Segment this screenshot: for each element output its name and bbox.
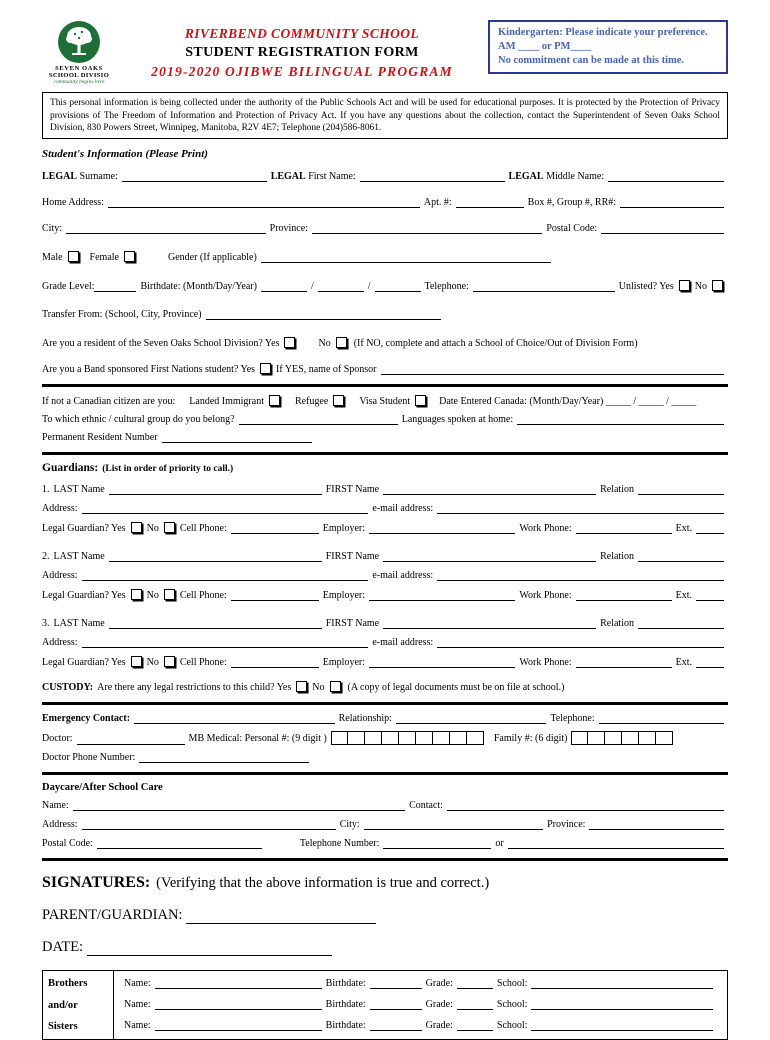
- guardian3-number: 3.: [42, 618, 50, 630]
- custody-question: Are there any legal restrictions to this child? Yes: [97, 682, 292, 694]
- sibling1-school-field[interactable]: [531, 986, 713, 989]
- work-phone-label: Work Phone:: [519, 657, 572, 669]
- address-label: Address:: [42, 570, 78, 582]
- digit-box[interactable]: [467, 731, 484, 745]
- work-phone-label: Work Phone:: [519, 523, 572, 535]
- birth-day-field[interactable]: [318, 289, 364, 292]
- checkbox-male[interactable]: [68, 251, 79, 262]
- female-label: Female: [89, 252, 119, 264]
- guardian1-cell-phone-field[interactable]: [231, 531, 319, 534]
- row-date-signature: [42, 939, 728, 956]
- or-label: or: [495, 838, 504, 850]
- sibling2-school-field[interactable]: [531, 1007, 713, 1010]
- daycare-section-title: Daycare/After School Care: [42, 782, 163, 794]
- guardian2-last-name-field[interactable]: [109, 559, 322, 562]
- sibling-name-label: Name:: [124, 1020, 151, 1032]
- sibling-birthdate-label: Birthdate:: [325, 978, 366, 990]
- guardian2-first-name-field[interactable]: [383, 559, 596, 562]
- row-grade-birthdate: [42, 280, 728, 292]
- digit-box[interactable]: [365, 731, 382, 745]
- refugee-label: Refugee: [294, 396, 329, 408]
- last-name-label: LAST Name: [53, 484, 105, 496]
- row-city: [42, 223, 728, 234]
- digit-box[interactable]: [331, 731, 348, 745]
- birth-year-field[interactable]: [375, 289, 421, 292]
- relationship-label: Relationship:: [338, 713, 392, 725]
- languages-label: Languages spoken at home:: [401, 414, 514, 426]
- sibling-name-label: Name:: [124, 978, 151, 990]
- legal-label: LEGAL: [42, 171, 78, 183]
- row-home-address: [42, 197, 728, 208]
- daycare-name-field[interactable]: [73, 808, 405, 811]
- box-group-rr-field[interactable]: [620, 205, 724, 208]
- city-field[interactable]: [66, 231, 266, 234]
- checkbox-custody-no[interactable]: [330, 681, 341, 692]
- row-emergency-contact: [42, 713, 728, 724]
- sibling-row-3: [124, 1020, 717, 1031]
- guardian1-checkbox-legal-yes[interactable]: [131, 522, 142, 533]
- emergency-telephone-field[interactable]: [599, 721, 724, 724]
- signatures-subtitle: (Verifying that the above information is true and correct.): [156, 875, 490, 892]
- guardian3-relation-field[interactable]: [638, 626, 724, 629]
- daycare-province-field[interactable]: [589, 827, 724, 830]
- guardian2-ext-field[interactable]: [696, 598, 724, 601]
- row-doctor-phone: [42, 752, 728, 763]
- address-label: Address:: [42, 637, 78, 649]
- grade-level-label: Grade Level:: [42, 281, 95, 293]
- guardian3-address-field[interactable]: [82, 645, 369, 648]
- guardian3-first-name-field[interactable]: [383, 626, 596, 629]
- sibling-birthdate-label: Birthdate:: [325, 999, 366, 1011]
- guardian2-row-names: [42, 551, 728, 562]
- legal-label: LEGAL: [270, 171, 306, 183]
- guardian1-row-phones: [42, 522, 728, 534]
- family-number-label: Family #: (6 digit): [493, 732, 568, 744]
- signatures-title: SIGNATURES:: [42, 874, 151, 892]
- form-titles: [116, 20, 488, 80]
- guardian1-first-name-field[interactable]: [383, 492, 596, 495]
- row-resident-question: [42, 337, 728, 349]
- daycare-city-field[interactable]: [364, 827, 543, 830]
- guardian2-address-field[interactable]: [82, 578, 369, 581]
- student-section-title: Student's Information (Please Print): [42, 148, 208, 161]
- home-address-label: Home Address:: [42, 197, 104, 209]
- row-ethnic-languages: [42, 414, 728, 425]
- guardian1-checkbox-legal-no[interactable]: [164, 522, 175, 533]
- legal-label: LEGAL: [508, 171, 544, 183]
- sibling-birthdate-label: Birthdate:: [325, 1020, 366, 1032]
- siblings-label-line3: Sisters: [48, 1021, 78, 1033]
- sibling-school-label: School:: [496, 1020, 528, 1032]
- guardian2-checkbox-legal-yes[interactable]: [131, 589, 142, 600]
- first-name-label: FIRST Name: [325, 484, 380, 496]
- checkbox-refugee[interactable]: [333, 395, 344, 406]
- employer-label: Employer:: [322, 590, 365, 602]
- citizenship-intro-label: If not a Canadian citizen are you:: [42, 396, 176, 408]
- guardian1-work-phone-field[interactable]: [576, 531, 672, 534]
- guardian1-address-field[interactable]: [82, 511, 369, 514]
- logo-org-name-line1: SEVEN OAKS: [55, 65, 103, 72]
- form-name-title: STUDENT REGISTRATION FORM: [185, 45, 419, 60]
- mb-medical-label: MB Medical: Personal #: (9 digit ): [188, 732, 327, 744]
- legal-guardian-label: Legal Guardian? Yes: [42, 657, 126, 669]
- checkbox-band-yes[interactable]: [260, 363, 271, 374]
- daycare-address-field[interactable]: [82, 827, 336, 830]
- digit-box[interactable]: [656, 731, 673, 745]
- first-name-field[interactable]: [360, 179, 505, 182]
- band-sponsor-field[interactable]: [381, 372, 725, 375]
- guardian2-row-address: [42, 570, 728, 581]
- guardian1-ext-field[interactable]: [696, 531, 724, 534]
- digit-box[interactable]: [605, 731, 622, 745]
- daycare-telephone-field[interactable]: [383, 846, 491, 849]
- guardian2-checkbox-legal-no[interactable]: [164, 589, 175, 600]
- pr-number-label: Permanent Resident Number: [42, 432, 158, 444]
- digit-box[interactable]: [588, 731, 605, 745]
- languages-field[interactable]: [517, 422, 724, 425]
- section-divider: [42, 702, 728, 705]
- cell-phone-label: Cell Phone:: [179, 590, 227, 602]
- male-label: Male: [42, 252, 63, 264]
- ethnic-group-field[interactable]: [239, 422, 398, 425]
- telephone-field[interactable]: [473, 289, 615, 292]
- sibling-grade-label: Grade:: [425, 978, 453, 990]
- sibling1-name-field[interactable]: [155, 986, 322, 989]
- guardian1-email-field[interactable]: [437, 511, 724, 514]
- sibling2-birthdate-field[interactable]: [370, 1007, 422, 1010]
- no-label: No: [146, 590, 159, 602]
- ext-label: Ext.: [675, 590, 692, 602]
- daycare-name-label: Name:: [42, 800, 69, 812]
- siblings-label-line1: Brothers: [48, 978, 88, 990]
- parent-guardian-label: PARENT/GUARDIAN:: [42, 907, 183, 924]
- siblings-table: [42, 970, 728, 1040]
- daycare-telephone-label: Telephone Number:: [299, 838, 380, 850]
- sibling3-birthdate-field[interactable]: [370, 1028, 422, 1031]
- daycare-address-label: Address:: [42, 819, 78, 831]
- guardian2-employer-field[interactable]: [369, 598, 515, 601]
- emergency-contact-label: Emergency Contact:: [42, 713, 131, 725]
- digit-box[interactable]: [399, 731, 416, 745]
- guardian3-email-field[interactable]: [437, 645, 724, 648]
- grade-level-field[interactable]: [94, 289, 136, 292]
- gender-field[interactable]: [261, 260, 551, 263]
- email-label: e-mail address:: [372, 570, 434, 582]
- sibling-grade-label: Grade:: [425, 999, 453, 1011]
- school-division-logo: [42, 20, 116, 85]
- sibling3-school-field[interactable]: [531, 1028, 713, 1031]
- band-question-label: Are you a Band sponsored First Nations student? Yes: [42, 364, 256, 376]
- no-label: No: [146, 523, 159, 535]
- ext-label: Ext.: [675, 657, 692, 669]
- resident-question-label: Are you a resident of the Seven Oaks School Division? Yes: [42, 338, 280, 350]
- program-title: 2019-2020 OJIBWE BILINGUAL PROGRAM: [151, 64, 453, 79]
- band-sponsor-label: If YES, name of Sponsor: [276, 364, 377, 376]
- doctor-label: Doctor:: [42, 732, 73, 744]
- sibling1-birthdate-field[interactable]: [370, 986, 422, 989]
- checkbox-landed-immigrant[interactable]: [269, 395, 280, 406]
- doctor-phone-field[interactable]: [139, 760, 309, 763]
- row-doctor-medical: [42, 731, 728, 745]
- slash: /: [310, 281, 314, 293]
- siblings-table-rows: [114, 971, 727, 1039]
- guardian3-last-name-field[interactable]: [109, 626, 322, 629]
- sibling-school-label: School:: [496, 978, 528, 990]
- guardian1-number: 1.: [42, 484, 50, 496]
- guardian3-checkbox-legal-yes[interactable]: [131, 656, 142, 667]
- row-band-question: [42, 363, 728, 375]
- oak-tree-logo-icon: [57, 20, 101, 64]
- sibling2-grade-field[interactable]: [457, 1007, 493, 1010]
- sibling-grade-label: Grade:: [425, 1020, 453, 1032]
- first-name-label: FIRST Name: [325, 551, 380, 563]
- digit-box[interactable]: [433, 731, 450, 745]
- guardian3-row-phones: [42, 656, 728, 668]
- siblings-table-label-cell: [43, 971, 114, 1039]
- checkbox-unlisted-yes[interactable]: [679, 280, 690, 291]
- city-label: City:: [42, 223, 63, 235]
- date-entered-canada-label: Date Entered Canada: (Month/Day/Year) _____ / _____ / _____: [439, 396, 697, 408]
- resident-no-label: No: [318, 338, 331, 350]
- guardian1-relation-field[interactable]: [638, 492, 724, 495]
- digit-box[interactable]: [571, 731, 588, 745]
- digit-box[interactable]: [450, 731, 467, 745]
- kindergarten-note-line2: No commitment can be made at this time.: [498, 54, 685, 66]
- checkbox-unlisted-no[interactable]: [712, 280, 723, 291]
- checkbox-resident-no[interactable]: [336, 337, 347, 348]
- kindergarten-note-box: [488, 20, 728, 74]
- logo-org-name-line2: SCHOOL DIVISIO: [48, 71, 110, 79]
- parent-guardian-signature-field[interactable]: [186, 921, 376, 924]
- apt-label: Apt. #:: [423, 197, 452, 209]
- row-pr-number: [42, 432, 728, 443]
- relation-label: Relation: [600, 484, 634, 496]
- guardian1-employer-field[interactable]: [369, 531, 515, 534]
- row-citizenship: [42, 395, 728, 407]
- landed-immigrant-label: Landed Immigrant: [189, 396, 264, 408]
- work-phone-label: Work Phone:: [519, 590, 572, 602]
- row-daycare-name: [42, 800, 728, 811]
- digit-box[interactable]: [639, 731, 656, 745]
- form-header: [42, 20, 728, 85]
- email-label: e-mail address:: [372, 637, 434, 649]
- doctor-phone-label: Doctor Phone Number:: [42, 752, 136, 764]
- row-gender: [42, 251, 728, 263]
- last-name-label: LAST Name: [53, 551, 105, 563]
- guardian2-number: 2.: [42, 551, 50, 563]
- guardian3-row-names: [42, 618, 728, 629]
- birthdate-label: Birthdate: (Month/Day/Year): [140, 281, 257, 293]
- middle-name-label: Middle Name:: [546, 171, 605, 183]
- postal-code-field[interactable]: [601, 231, 724, 234]
- relationship-field[interactable]: [396, 721, 546, 724]
- guardian2-email-field[interactable]: [437, 578, 724, 581]
- row-parent-signature: [42, 907, 728, 924]
- pr-number-field[interactable]: [162, 440, 312, 443]
- sibling-row-2: [124, 999, 717, 1010]
- guardian3-checkbox-legal-no[interactable]: [164, 656, 175, 667]
- relation-label: Relation: [600, 551, 634, 563]
- guardians-title: Guardians:: [42, 462, 99, 475]
- doctor-field[interactable]: [77, 742, 185, 745]
- unlisted-no-label: No: [694, 281, 707, 293]
- row-daycare-address: [42, 819, 728, 830]
- legal-guardian-label: Legal Guardian? Yes: [42, 523, 126, 535]
- home-address-field[interactable]: [108, 205, 420, 208]
- daycare-city-label: City:: [339, 819, 360, 831]
- checkbox-female[interactable]: [124, 251, 135, 262]
- surname-field[interactable]: [122, 179, 267, 182]
- daycare-postal-label: Postal Code:: [42, 838, 93, 850]
- guardian2-work-phone-field[interactable]: [576, 598, 672, 601]
- sibling3-name-field[interactable]: [155, 1028, 322, 1031]
- digit-box[interactable]: [382, 731, 399, 745]
- guardian1-row-names: [42, 484, 728, 495]
- logo-tagline: community begins here: [53, 78, 105, 85]
- province-field[interactable]: [312, 231, 542, 234]
- sibling3-grade-field[interactable]: [457, 1028, 493, 1031]
- guardian1-row-address: [42, 503, 728, 514]
- siblings-label-line2: and/or: [48, 999, 78, 1011]
- address-label: Address:: [42, 503, 78, 515]
- custody-label: CUSTODY:: [42, 682, 94, 694]
- cell-phone-label: Cell Phone:: [179, 523, 227, 535]
- sibling2-name-field[interactable]: [155, 1007, 322, 1010]
- school-name-title: RIVERBEND COMMUNITY SCHOOL: [184, 26, 420, 41]
- visa-student-label: Visa Student: [359, 396, 411, 408]
- emergency-telephone-label: Telephone:: [550, 713, 595, 725]
- guardian2-relation-field[interactable]: [638, 559, 724, 562]
- row-daycare-postal: [42, 838, 728, 849]
- middle-name-field[interactable]: [608, 179, 724, 182]
- section-divider: [42, 384, 728, 387]
- sibling-name-label: Name:: [124, 999, 151, 1011]
- emergency-contact-field[interactable]: [134, 721, 335, 724]
- daycare-province-label: Province:: [547, 819, 586, 831]
- guardian3-work-phone-field[interactable]: [576, 665, 672, 668]
- telephone-label: Telephone:: [424, 281, 469, 293]
- digit-box[interactable]: [416, 731, 433, 745]
- section-divider: [42, 452, 728, 455]
- guardian2-cell-phone-field[interactable]: [231, 598, 319, 601]
- custody-note: (A copy of legal documents must be on file at school.): [347, 682, 565, 694]
- privacy-notice: This personal information is being collected under the authority of the Public Schools Act and will be used for educational purposes. It is protected by the Protection of Privacy provisions of The Freedom of Information and Protection of Privacy Act. If you have any questions about the collection, contact the Superintendent of Seven Oaks School Division, 830 Powers Street, Winnipeg, Manitoba, R2V 4E7; Telephone (204)586-8061.: [42, 92, 728, 139]
- checkbox-resident-yes[interactable]: [284, 337, 295, 348]
- unlisted-label: Unlisted? Yes: [618, 281, 674, 293]
- birth-month-field[interactable]: [261, 289, 307, 292]
- custody-no-label: No: [312, 682, 325, 694]
- daycare-contact-label: Contact:: [409, 800, 443, 812]
- personal-number-boxes: [331, 731, 484, 745]
- daycare-contact-field[interactable]: [447, 808, 724, 811]
- email-label: e-mail address:: [372, 503, 434, 515]
- guardian2-row-phones: [42, 589, 728, 601]
- family-number-boxes: [571, 731, 673, 745]
- section-divider: [42, 858, 728, 861]
- guardian1-last-name-field[interactable]: [109, 492, 322, 495]
- checkbox-custody-yes[interactable]: [296, 681, 307, 692]
- daycare-telephone2-field[interactable]: [508, 846, 724, 849]
- postal-code-label: Postal Code:: [546, 223, 598, 235]
- row-legal-names: [42, 171, 728, 182]
- guardians-section-title: [42, 462, 728, 474]
- guardian3-row-address: [42, 637, 728, 648]
- first-name-label: FIRST Name: [325, 618, 380, 630]
- guardian3-employer-field[interactable]: [369, 665, 515, 668]
- surname-label: Surname:: [79, 171, 118, 183]
- daycare-postal-field[interactable]: [97, 846, 262, 849]
- first-name-label: First Name:: [308, 171, 356, 183]
- row-transfer-from: [42, 309, 728, 320]
- guardians-note: (List in order of priority to call.): [102, 464, 234, 475]
- last-name-label: LAST Name: [53, 618, 105, 630]
- checkbox-visa-student[interactable]: [415, 395, 426, 406]
- transfer-from-label: Transfer From: (School, City, Province): [42, 309, 202, 321]
- legal-guardian-label: Legal Guardian? Yes: [42, 590, 126, 602]
- slash: /: [367, 281, 371, 293]
- sibling-school-label: School:: [496, 999, 528, 1011]
- cell-phone-label: Cell Phone:: [179, 657, 227, 669]
- employer-label: Employer:: [322, 657, 365, 669]
- kindergarten-note-line1: Kindergarten: Please indicate your preference. AM ____ or PM____: [498, 27, 708, 52]
- ethnic-group-label: To which ethnic / cultural group do you belong?: [42, 414, 235, 426]
- digit-box[interactable]: [348, 731, 365, 745]
- transfer-from-field[interactable]: [206, 317, 441, 320]
- guardian3-ext-field[interactable]: [696, 665, 724, 668]
- box-group-rr-label: Box #, Group #, RR#:: [527, 197, 617, 209]
- sibling1-grade-field[interactable]: [457, 986, 493, 989]
- province-label: Province:: [269, 223, 308, 235]
- relation-label: Relation: [600, 618, 634, 630]
- no-label: No: [146, 657, 159, 669]
- date-label: DATE:: [42, 939, 84, 956]
- resident-note: (If NO, complete and attach a School of Choice/Out of Division Form): [353, 338, 638, 350]
- apt-field[interactable]: [456, 205, 524, 208]
- row-custody: [42, 681, 728, 693]
- section-divider: [42, 772, 728, 775]
- digit-box[interactable]: [622, 731, 639, 745]
- gender-label: Gender (If applicable): [167, 252, 257, 264]
- row-signatures-title: [42, 874, 728, 892]
- ext-label: Ext.: [675, 523, 692, 535]
- guardian3-cell-phone-field[interactable]: [231, 665, 319, 668]
- sibling-row-1: [124, 978, 717, 989]
- date-field[interactable]: [87, 953, 332, 956]
- employer-label: Employer:: [322, 523, 365, 535]
